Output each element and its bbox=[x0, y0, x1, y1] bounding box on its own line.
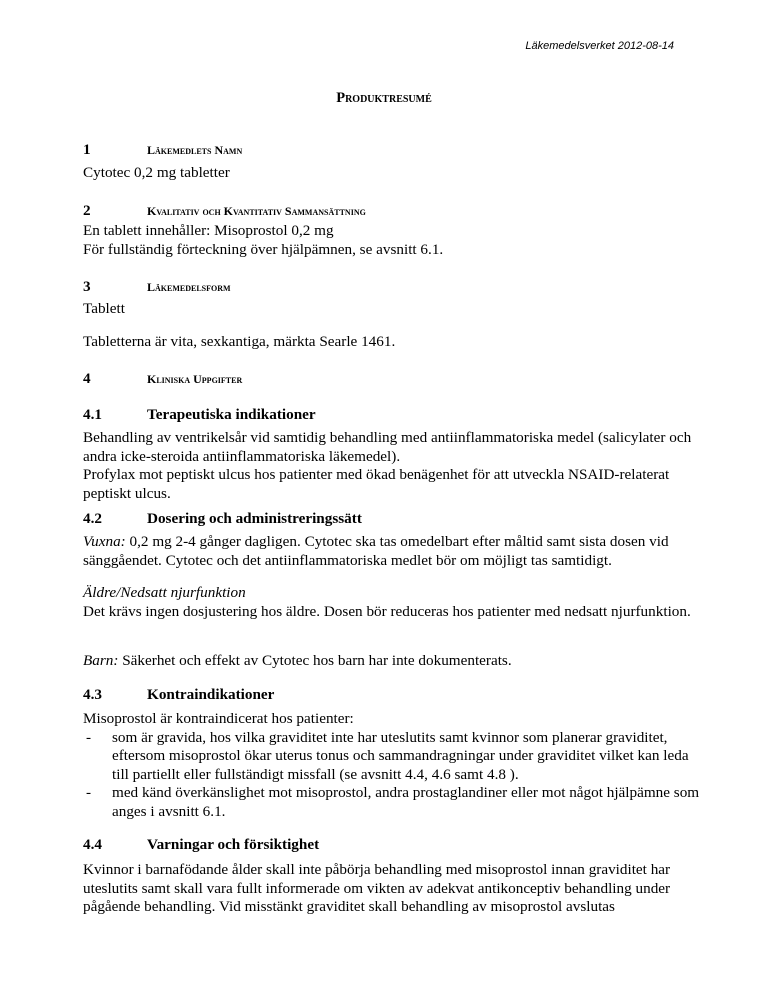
section-number: 4.2 bbox=[83, 510, 102, 527]
section-title: Läkemedelsform bbox=[147, 280, 231, 294]
section-title: Läkemedlets Namn bbox=[147, 143, 243, 157]
section-number: 4.4 bbox=[83, 836, 102, 853]
section-4-1-text bbox=[83, 429, 703, 503]
section-2-text bbox=[83, 222, 703, 259]
adults-label: Vuxna: bbox=[83, 533, 126, 550]
section-number: 4 bbox=[83, 370, 91, 387]
section-4-4-heading bbox=[83, 836, 319, 855]
warnings-paragraph: Kvinnor i barnafödande ålder skall inte påbörja behandling med misoprostol innan graviditet har uteslutits samt skall vara fullt informerade om vikten av adekvat antikonceptiv behandling under pågående behandling. Vid misstänkt graviditet skall behandling av misoprostol avslutas bbox=[83, 861, 671, 916]
section-title: Kontraindikationer bbox=[147, 686, 275, 703]
section-number: 2 bbox=[83, 202, 91, 219]
indication-paragraph: Behandling av ventrikelsår vid samtidig behandling med antiinflammatoriska medel (salicylater och andra icke-steroida antiinflammatoriska läkemedel). bbox=[83, 429, 692, 465]
contraindications-intro: Misoprostol är kontraindicerat hos patienter: bbox=[83, 710, 354, 727]
dosage-form: Tablett bbox=[83, 300, 125, 317]
elderly-label: Äldre/Nedsatt njurfunktion bbox=[83, 584, 246, 601]
section-4-2-heading bbox=[83, 510, 362, 529]
tablet-description: Tabletterna är vita, sexkantiga, märkta Searle 1461. bbox=[83, 333, 396, 350]
list-item-text: med känd överkänslighet mot misoprostol, andra prostaglandiner eller mot något hjälpämne som anges i avsnitt 6.1. bbox=[112, 784, 700, 820]
section-title: Dosering och administreringssätt bbox=[147, 510, 362, 527]
adult-dosing bbox=[83, 533, 703, 570]
section-4-1-heading bbox=[83, 406, 316, 425]
document-title: Produktresumé bbox=[336, 90, 432, 106]
section-title: Kvalitativ och Kvantitativ Sammansättning bbox=[147, 204, 366, 218]
section-4-3-heading bbox=[83, 686, 274, 705]
section-title: Terapeutiska indikationer bbox=[147, 406, 316, 423]
section-number: 4.1 bbox=[83, 406, 102, 423]
indication-paragraph: Profylax mot peptiskt ulcus hos patienter med ökad benägenhet för att utveckla NSAID-relaterat peptiskt ulcus. bbox=[83, 466, 670, 502]
composition-line: En tablett innehåller: Misoprostol 0,2 mg bbox=[83, 222, 334, 239]
excipients-reference: För fullständig förteckning över hjälpämnen, se avsnitt 6.1. bbox=[83, 240, 444, 258]
list-item-text: som är gravida, hos vilka graviditet inte har uteslutits samt kvinnor som planerar graviditet, eftersom misoprostol ökar uterus tonus och sammandragningar under graviditet vilket kan leda till partiellt eller fullständigt missfall (se avsnitt 4.4, 4.6 samt 4.8 ). bbox=[112, 728, 689, 783]
section-number: 3 bbox=[83, 278, 91, 295]
section-1-text: Cytotec 0,2 mg tabletter bbox=[83, 164, 230, 181]
section-1-heading bbox=[83, 141, 242, 160]
children-label: Barn: bbox=[83, 652, 119, 669]
section-4-heading bbox=[83, 370, 242, 389]
list-item: - med känd överkänslighet mot misoprostol, andra prostaglandiner eller mot något hjälpämne som anges i avsnitt 6.1. bbox=[86, 784, 700, 820]
section-number: 4.3 bbox=[83, 686, 102, 703]
section-title: Varningar och försiktighet bbox=[147, 836, 320, 853]
elderly-dosing bbox=[83, 584, 703, 621]
section-2-heading bbox=[83, 202, 366, 221]
children-dosing bbox=[83, 652, 703, 671]
section-3-heading bbox=[83, 278, 231, 297]
section-title: Kliniska Uppgifter bbox=[147, 372, 243, 386]
list-item: - som är gravida, hos vilka graviditet inte har uteslutits samt kvinnor som planerar graviditet, eftersom misoprostol ökar uterus tonus och sammandragningar under graviditet vilket kan leda till partiellt eller fullständigt missfall (se avsnitt 4.4, 4.6 samt 4.8 ). bbox=[86, 728, 689, 783]
adults-text: 0,2 mg 2-4 gånger dagligen. Cytotec ska tas omedelbart efter måltid samt sista dosen vid sänggåendet. Cytotec och det antiinflammatoriska medlet bör om möjligt tas samtidigt. bbox=[83, 533, 669, 569]
document-date-header: Läkemedelsverket 2012-08-14 bbox=[525, 40, 674, 52]
contraindications-list bbox=[83, 710, 703, 822]
elderly-text: Det krävs ingen dosjustering hos äldre. Dosen bör reduceras hos patienter med nedsatt njurfunktion. bbox=[83, 602, 691, 620]
children-text: Säkerhet och effekt av Cytotec hos barn har inte dokumenterats. bbox=[118, 652, 512, 669]
section-number: 1 bbox=[83, 141, 91, 158]
